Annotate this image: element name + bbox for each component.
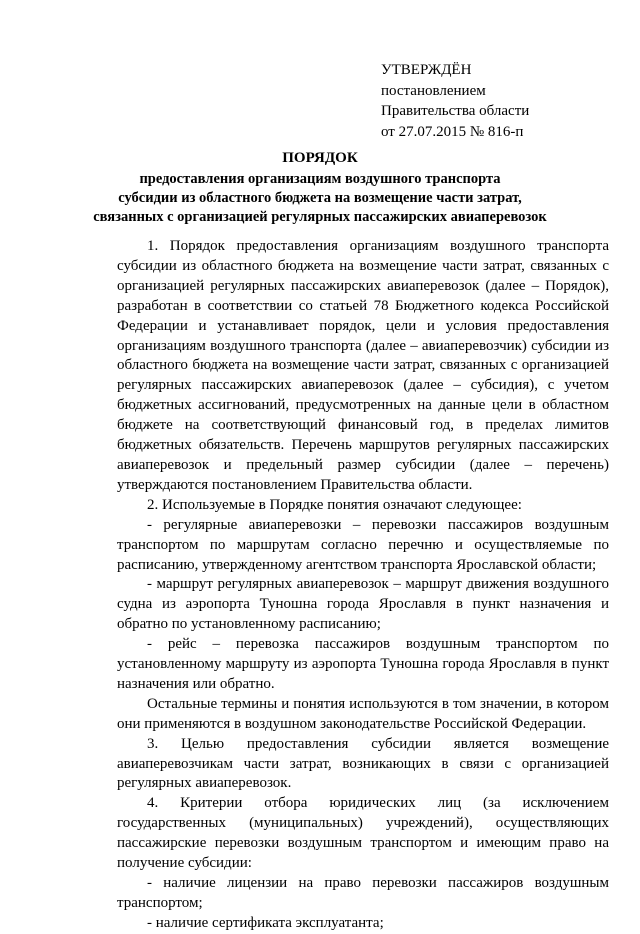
definition-item: - маршрут регулярных авиаперевозок – маршрут движения воздушного судна из аэропорта Туношна города Ярославля в пункт назначения и обратно по установленному расписанию; [117, 576, 609, 633]
paragraph-3: 3. Целью предоставления субсидии является возмещение авиаперевозчикам части затрат, возникающих в связи с организацией регулярных авиаперевозок. [117, 735, 609, 792]
approval-date-number: от 27.07.2015 № 816-п [381, 123, 524, 140]
definition-item: - регулярные авиаперевозки – перевозки пассажиров воздушным транспортом по маршрутам согласно перечню и осуществляемые по расписанию, утвержденному агентством транспорта Ярославской области; [117, 516, 609, 573]
title-main: ПОРЯДОК [282, 150, 358, 166]
definition-item: - рейс – перевозка пассажиров воздушным транспортом по установленному маршруту из аэропорта Туношна города Ярославля в пункт назначения или обратно. [117, 636, 609, 692]
paragraph-1: 1. Порядок предоставления организациям воздушного транспорта субсидии из областного бюджета на возмещение части затрат, связанных с организацией регулярных пассажирских авиаперевозок (далее – Порядок), разработан в соответствии со статьей 78 Бюджетного кодекса Российской Федерации и устанавливает порядок, цели и условия предоставления организациям воздушного транспорта (далее – авиаперевозчик) субсидии из областного бюджета на возмещение части затрат, связанных с организацией регулярных пассажирских авиаперевозок (далее – субсидия), с учетом бюджетных ассигнований, предусмотренных на данные цели в областном бюджете на соответствующий финансовый год, в пределах лимитов бюджетных обязательств. Перечень маршрутов регулярных пассажирских авиаперевозок и предельный размер субсидии (далее – перечень) утверждаются постановлением Правительства области. [117, 238, 609, 493]
criteria-item: - наличие лицензии на право перевозки пассажиров воздушным транспортом; [117, 875, 609, 911]
approval-line: Правительства области [381, 103, 530, 119]
paragraph-other-terms: Остальные термины и понятия используются в том значении, в котором они применяются в воздушном законодательстве Российской Федерации. [117, 695, 609, 732]
title-line: субсидии из областного бюджета на возмещение части затрат, [118, 190, 522, 206]
approval-heading: УТВЕРЖДЁН [381, 62, 472, 78]
paragraph-2: 2. Используемые в Порядке понятия означают следующее: [147, 496, 522, 513]
approval-stamp [381, 60, 529, 142]
approval-line: постановлением [381, 82, 486, 99]
title-line: предоставления организациям воздушного транспорта [139, 171, 501, 187]
document-title [60, 149, 580, 227]
paragraph-4: 4. Критерии отбора юридических лиц (за исключением государственных (муниципальных) учреждений), осуществляющих пассажирские перевозки воздушным транспортом и имеющим право на получение субсидии: [117, 795, 609, 872]
criteria-item: - наличие сертификата эксплуатанта; [147, 914, 384, 931]
document-body [117, 237, 609, 934]
title-line: связанных с организацией регулярных пассажирских авиаперевозок [93, 209, 547, 225]
